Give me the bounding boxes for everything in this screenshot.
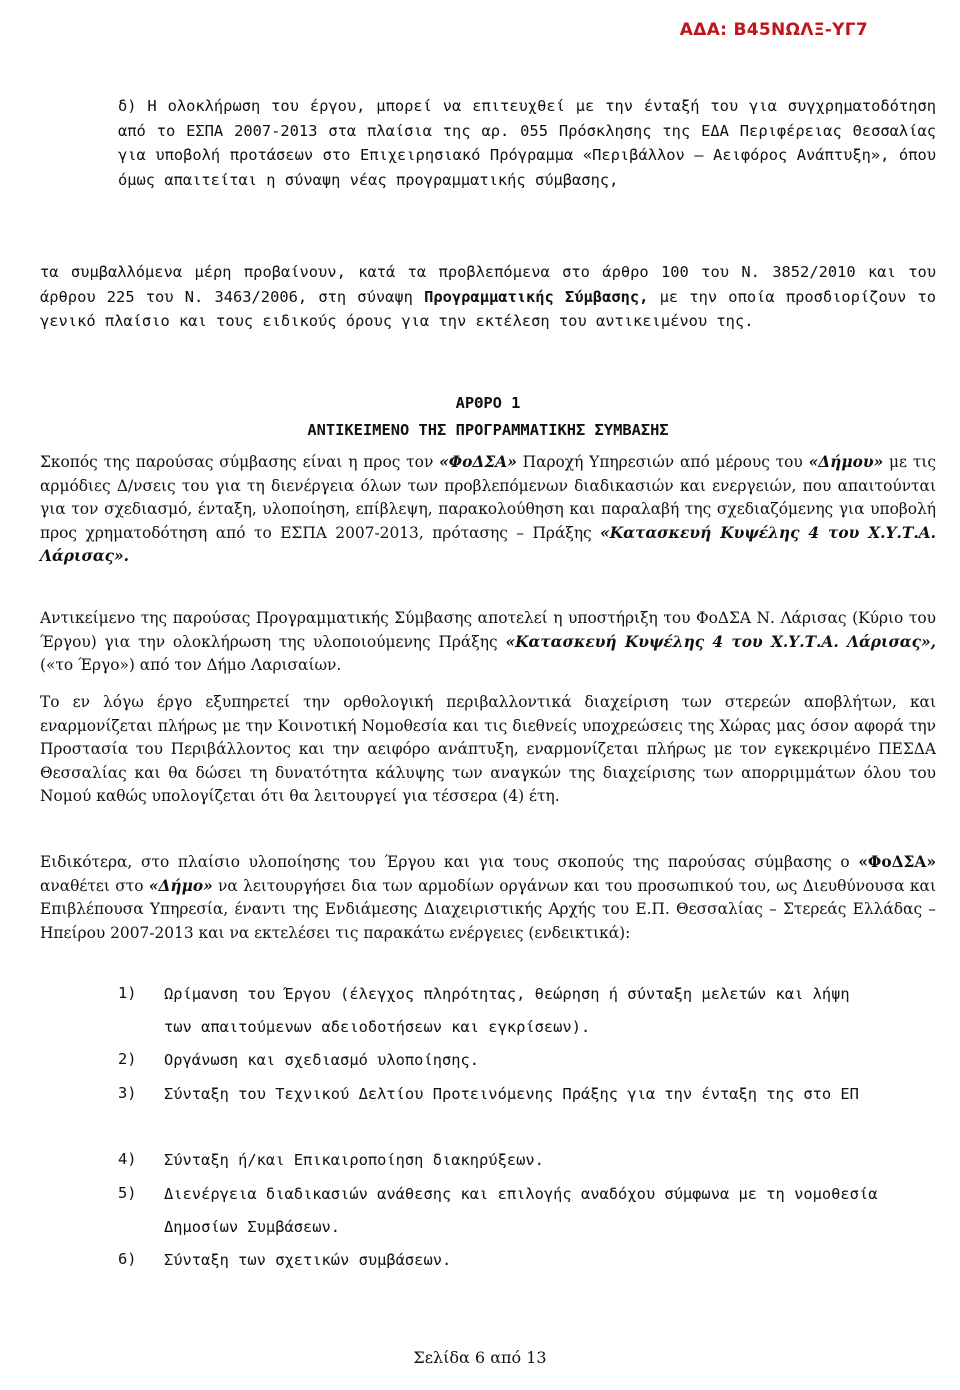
- para-purpose-text: [40, 451, 936, 569]
- para-assignment-t1: Ειδικότερα, στο πλαίσιο υλοποίησης του Έργου και για τους σκοπούς της παρούσας σύμβασης ο: [40, 853, 859, 871]
- intro-parties-text: [40, 260, 936, 334]
- para-object-t2: («το Έργο») από τον Δήμο Λαρισαίων.: [40, 656, 342, 674]
- list-item-number: 2): [118, 1050, 137, 1068]
- intro-item-d-text: δ) Η ολοκλήρωση του έργου, μπορεί να επιτευχθεί με την ένταξή του για συγχρηματοδότηση από το ΕΣΠΑ 2007-2013 στα πλαίσια της αρ. 055 Πρόσκλησης της ΕΔΑ Περιφέρειας Θεσσαλίας για υποβολή προτάσεων στο Επιχειρησιακό Πρόγραμμα «Περιβάλλον – Αειφόρος Ανάπτυξη», όπου όμως απαιτείται η σύναψη νέας προγραμματικής σύμβασης,: [118, 97, 936, 189]
- intro-item-d: [118, 94, 936, 192]
- para-project: [40, 691, 936, 809]
- list-item-text: Ωρίμανση του Έργου (έλεγχος πληρότητας, θεώρηση ή σύνταξη μελετών και λήψη των απαιτούμενων αδειοδοτήσεων και εγκρίσεων).: [164, 985, 850, 1036]
- list-item-text: Σύνταξη του Τεχνικού Δελτίου Προτεινόμενης Πράξης για την ένταξη της στο ΕΠ: [164, 1085, 859, 1103]
- para-purpose-b3: «Κατασκευή Κυψέλης 4 του Χ.Υ.Τ.Α. Λάρισας».: [40, 523, 936, 565]
- para-purpose-t1: Σκοπός της παρούσας σύμβασης είναι η προς τον: [40, 453, 440, 471]
- para-assignment: [40, 851, 936, 945]
- para-purpose-t3: με τις αρμόδιες Δ/νσεις του για τη διενέργεια όλων των προβλεπόμενων διαδικασιών και ενεργειών, που απαιτούνται για τον σχεδιασμό, ένταξη, υλοποίηση, επίβλεψη, παρακολούθηση και παραλαβή της σχεδιαζόμενης για υποβολή προς χρηματοδότηση από το ΕΣΠΑ 2007-2013, πρότασης – Πράξης: [40, 453, 936, 542]
- page-number: Σελίδα 6 από 13: [413, 1348, 547, 1367]
- article-title: ΑΝΤΙΚΕΙΜΕΝΟ ΤΗΣ ΠΡΟΓΡΑΜΜΑΤΙΚΗΣ ΣΥΜΒΑΣΗΣ: [307, 421, 669, 439]
- para-object-text: [40, 607, 936, 678]
- list-item-text: Οργάνωση και σχεδιασμό υλοποίησης.: [164, 1051, 480, 1069]
- para-purpose-t2: Παροχή Υπηρεσιών από μέρους του: [516, 453, 809, 471]
- para-purpose: [40, 451, 936, 569]
- para-object-t1: Αντικείμενο της παρούσας Προγραμματικής Σύμβασης αποτελεί η υποστήριξη του ΦοΔΣΑ Ν. Λάρισας (Κύριο του Έργου) για την ολοκλήρωση της υλοποιούμενης Πράξης: [40, 609, 936, 651]
- para-assignment-t2: αναθέτει στο: [40, 876, 149, 895]
- para-project-text: Το εν λόγω έργο εξυπηρετεί την ορθολογική περιβαλλοντικά διαχείριση των στερεών αποβλήτων, και εναρμονίζεται πλήρως με την Κοινοτική Νομοθεσία και τις διεθνείς υποχρεώσεις της Χώρας μας όσον αφορά την Προστασία του Περιβάλλοντος και την αειφόρο ανάπτυξη, εναρμονίζεται πλήρως με τον εγκεκριμένο ΠΕΣΔΑ Θεσσαλίας και θα δώσει τη δυνατότητα κάλυψης των αναγκών της διαχείρισης των απορριμμάτων όλου του Νομού καθώς υπολογίζεται ότι θα λειτουργεί για τέσσερα (4) έτη.: [40, 693, 936, 805]
- list-item-text: Διενέργεια διαδικασιών ανάθεσης και επιλογής αναδόχου σύμφωνα με τη νομοθεσία Δημοσίων Συμβάσεων.: [164, 1185, 878, 1236]
- list-item-number: 1): [118, 984, 137, 1002]
- intro-parties: [40, 260, 936, 334]
- para-purpose-b2: «Δήμου»: [808, 453, 884, 471]
- list-item-text: Σύνταξη ή/και Επικαιροποίηση διακηρύξεων.: [164, 1151, 544, 1169]
- ada-code: ΑΔΑ: Β45ΝΩΛΞ-ΥΓ7: [679, 20, 868, 40]
- para-assignment-b1: «ΦοΔΣΑ»: [858, 853, 936, 871]
- parties-text-1: τα συμβαλλόμενα μέρη προβαίνουν, κατά τα προβλεπόμενα στο άρθρο 100 του Ν. 3852/2010 και του άρθρου 225 του Ν. 3463/2006, στη σύναψη: [40, 263, 936, 306]
- list-item-number: 4): [118, 1150, 137, 1168]
- article-number: ΑΡΘΡΟ 1: [455, 394, 521, 412]
- para-assignment-t3: να λειτουργήσει δια των αρμοδίων οργάνων και του προσωπικού του, ως Διευθύνουσα και Επιβλέπουσα Υπηρεσία, έναντι της Ενδιάμεσης Διαχειριστικής Αρχής του Ε.Π. Θεσσαλίας – Στερεάς Ελλάδας – Ηπείρου 2007-2013 και να εκτελέσει τις παρακάτω ενέργειες (ενδεικτικά):: [40, 876, 936, 942]
- para-assignment-text: [40, 851, 936, 945]
- para-object: [40, 607, 936, 678]
- parties-bold: Προγραμματικής Σύμβασης,: [424, 287, 649, 306]
- list-item-number: 3): [118, 1084, 137, 1102]
- para-assignment-b2: «Δήμο»: [148, 876, 213, 895]
- article-heading: [40, 390, 936, 444]
- list-item-number: 5): [118, 1184, 137, 1202]
- list-item-number: 6): [118, 1250, 137, 1268]
- parties-text-2: με την οποία προσδιορίζουν το γενικό πλαίσιο και τους ειδικούς όρους για την εκτέλεση του αντικειμένου της.: [40, 287, 936, 330]
- list-item-text: Σύνταξη των σχετικών συμβάσεων.: [164, 1251, 452, 1269]
- para-object-b1: «Κατασκευή Κυψέλης 4 του Χ.Υ.Τ.Α. Λάρισας»,: [505, 632, 937, 651]
- para-purpose-b1: «ΦοΔΣΑ»: [439, 453, 517, 471]
